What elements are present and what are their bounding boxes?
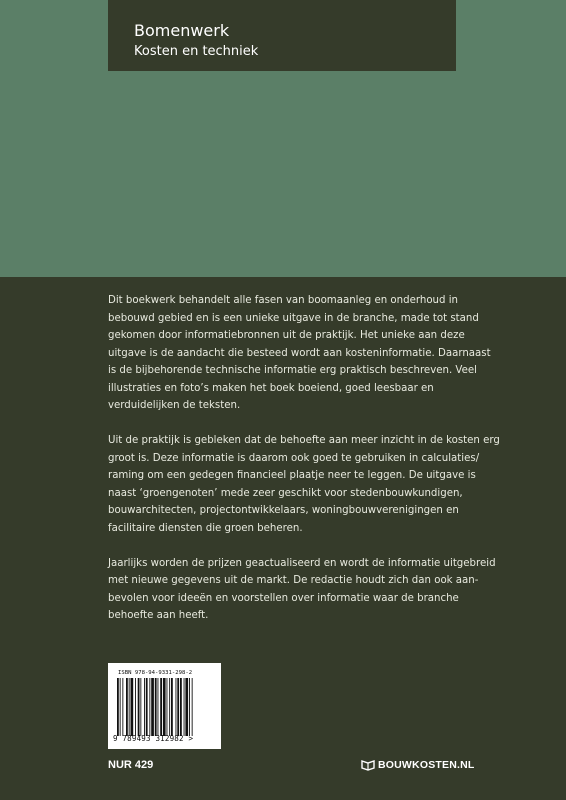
publisher-name: BOUWKOSTEN.NL [378,759,475,771]
blurb-paragraph-2: Uit de praktijk is gebleken dat de behoefte aan meer inzicht in de kosten erg groot is. Deze informatie is daarom ook goed te gebruiken in calculaties/ raming om een gedegen financieel plaatje neer te leggen. De uitgave is naast ‘groengenoten’ mede zeer geschikt voor stedenbouwkundigen, bouwarchitecten, projectontwikkelaars, woningbouwverenigingen en facilitaire diensten die groen beheren. [108,435,500,534]
isbn-label: ISBN 978-94-9331-298-2 [118,670,193,676]
title-box [108,0,456,71]
book-subtitle: Kosten en techniek [134,44,259,59]
book-title: Bomenwerk [134,21,230,40]
blurb-text [108,292,500,642]
open-book-icon [361,759,375,771]
blurb-paragraph-1: Dit boekwerk behandelt alle fasen van boomaanleg en onderhoud in bebouwd gebied en is een unieke uitgave in de branche, made tot stand gekomen door informatiebronnen uit de praktijk. Het unieke aan deze uitgave is de aandacht die besteed wordt aan kosteninformatie. Daarnaast is de bijbehorende technische informatie erg praktisch beschreven. Veel illustraties en foto’s maken het boek boeiend, goed leesbaar en verduidelijken de teksten. [108,295,491,411]
barcode-digits: 9 789493 312982 > [113,734,194,743]
blurb-paragraph-3: Jaarlijks worden de prijzen geactualiseerd en wordt de informatie uitgebreid met nieuwe gegevens uit de markt. De redactie houdt zich dan ook aan- bevolen voor ideeën en voorstellen over informatie waar de branche behoefte aan heeft. [108,557,496,621]
nur-code: NUR 429 [108,759,154,771]
barcode [108,663,221,749]
barcode-bars [116,678,213,736]
publisher-logo [361,758,487,772]
